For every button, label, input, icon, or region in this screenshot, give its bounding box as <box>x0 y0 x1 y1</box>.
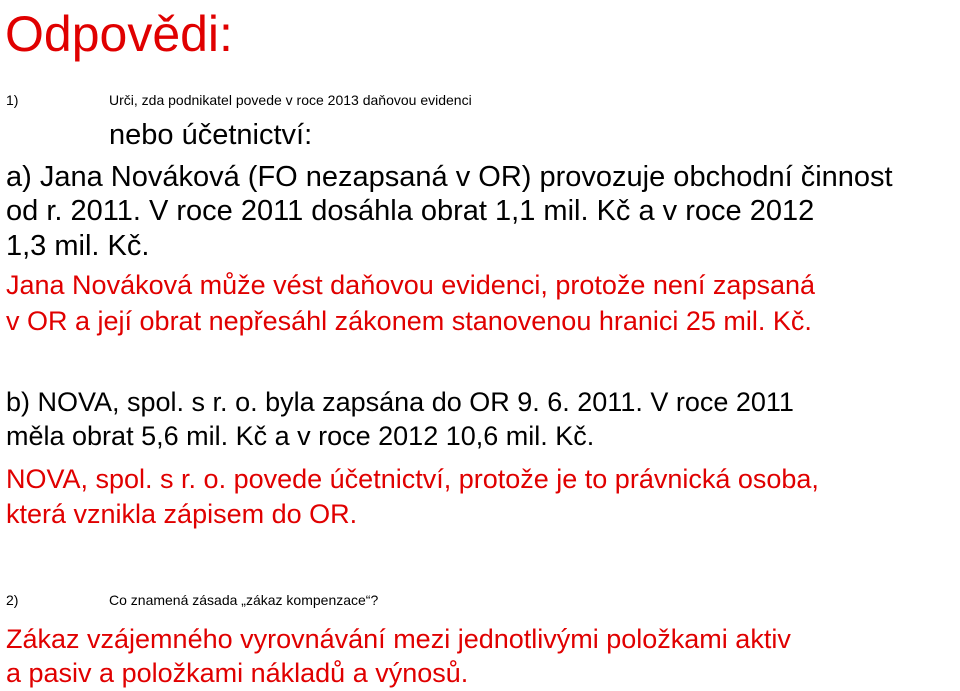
question-1-number: 1) <box>6 92 19 108</box>
case-a-answer-line1: Jana Nováková může vést daňovou evidenci, protože není zapsaná <box>6 270 816 300</box>
question-1-row <box>0 83 960 117</box>
question-1-text-line2: nebo účetnictví: <box>109 119 313 151</box>
question-2-text: Co znamená zásada „zákaz kompenzace“? <box>109 592 379 608</box>
question-2-answer-line2: a pasiv a položkami nákladů a výnosů. <box>6 658 469 688</box>
case-b-answer-line2: která vznikla zápisem do OR. <box>6 499 358 529</box>
case-a-line3: 1,3 mil. Kč. <box>6 230 150 262</box>
case-a-line2: od r. 2011. V roce 2011 dosáhla obrat 1,1 mil. Kč a v roce 2012 <box>6 195 815 227</box>
page-title: Odpovědi: <box>5 6 233 62</box>
question-2-row <box>0 583 960 617</box>
case-b-line2: měla obrat 5,6 mil. Kč a v roce 2012 10,6 mil. Kč. <box>6 421 595 451</box>
case-b-answer-line1: NOVA, spol. s r. o. povede účetnictví, protože je to právnická osoba, <box>6 464 819 494</box>
case-b-line1: b) NOVA, spol. s r. o. byla zapsána do OR 9. 6. 2011. V roce 2011 <box>6 387 794 417</box>
question-1-text-line1: Urči, zda podnikatel povede v roce 2013 daňovou evidenci <box>109 92 472 108</box>
question-2-number: 2) <box>6 592 19 608</box>
question-2-answer-line1: Zákaz vzájemného vyrovnávání mezi jednotlivými položkami aktiv <box>6 624 791 654</box>
case-a-line1: a) Jana Nováková (FO nezapsaná v OR) provozuje obchodní činnost <box>6 161 893 193</box>
case-a-answer-line2: v OR a její obrat nepřesáhl zákonem stanovenou hranici 25 mil. Kč. <box>6 306 812 336</box>
